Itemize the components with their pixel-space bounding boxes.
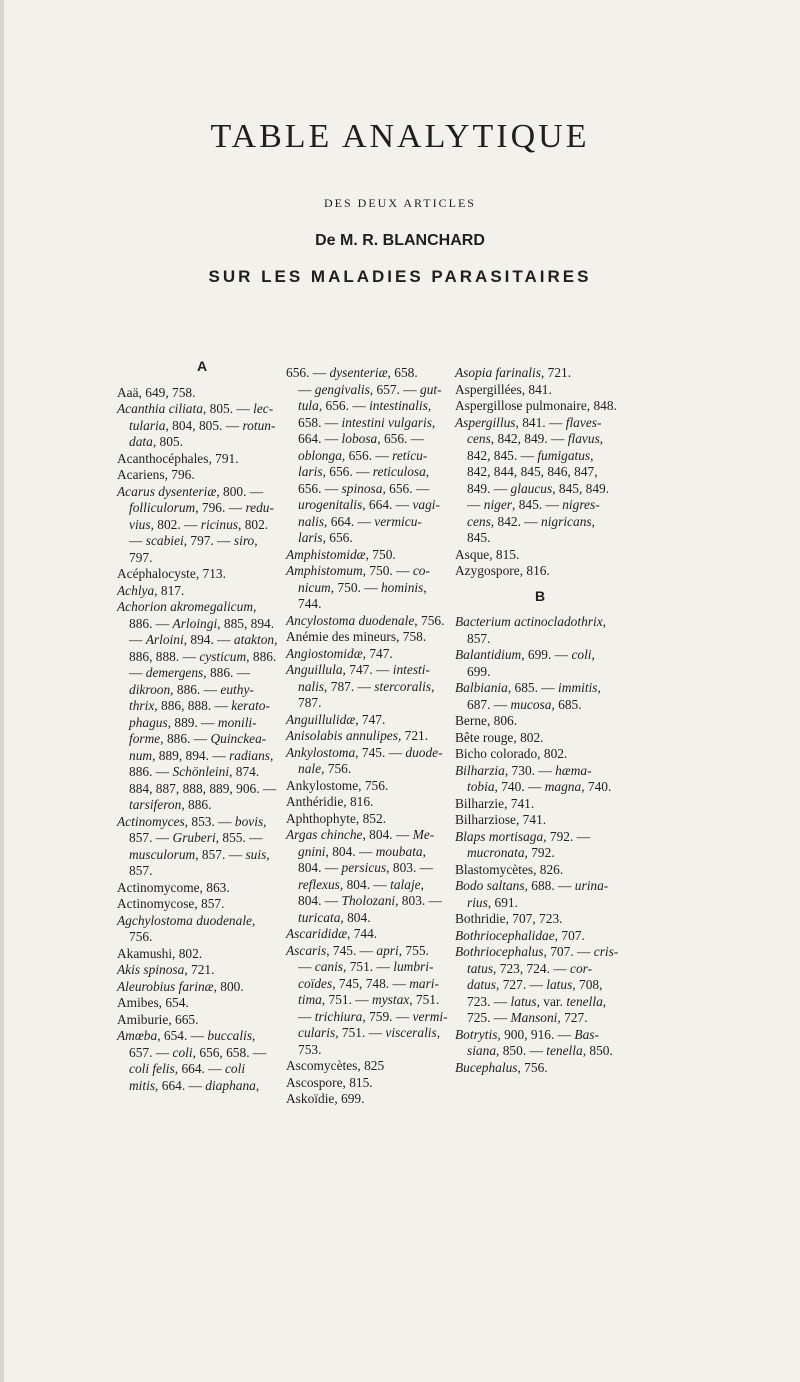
index-entry-line: forme, 886. — Quinckea- <box>129 731 267 746</box>
index-entry-line: Ancylostoma duodenale, 756. <box>286 612 445 628</box>
index-entry-line: Amibes, 654. <box>117 995 189 1010</box>
index-entry-line: tularia, 804, 805. — rotun- <box>129 417 276 433</box>
index-entry-line: Bilharziose, 741. <box>455 812 547 827</box>
index-entry-line: Ankylostome, 756. <box>286 777 389 793</box>
index-entry-line: 886, 888. — cysticum, 886. <box>129 648 277 664</box>
index-entry-line: Amiburie, 665. <box>117 1011 199 1027</box>
index-entry-line: Bête rouge, 802. <box>455 729 544 745</box>
index-entry-line: Azygospore, 816. <box>455 563 550 578</box>
index-entry-line: — trichiura, 759. — vermi- <box>298 1008 448 1024</box>
index-entry-line: vius, 802. — ricinus, 802. <box>129 516 269 532</box>
index-entry-line: reflexus, 804. — talaje, <box>298 876 424 892</box>
index-entry-line: Aphthophyte, 852. <box>286 810 387 826</box>
index-entry-line: 857. <box>467 630 491 646</box>
index-entry-line: Acéphalocyste, 713. <box>117 566 226 581</box>
index-entry-line: — niger, 845. — nigres- <box>467 497 600 512</box>
index-entry-line: 664. — lobosa, 656. — <box>298 431 425 446</box>
index-entry-line: Amphistomidæ, 750. <box>286 546 396 562</box>
index-entry-line: Agchylostoma duodenale, <box>117 912 256 928</box>
index-entry-line: 886. — Schönleini, 874. <box>129 764 260 779</box>
index-entry-line: 744. <box>298 596 322 611</box>
index-entry-line: Balbiania, 685. — immitis, <box>455 680 601 695</box>
index-entry-line: 658. — intestini vulgaris, <box>298 414 436 430</box>
index-entry-line: — canis, 751. — lumbri- <box>298 959 434 974</box>
index-entry-line: Bothriocephalidae, 707. <box>455 927 585 943</box>
index-entry-line: dikroon, 886. — euthy- <box>129 681 254 697</box>
index-entry-line: nicum, 750. — hominis, <box>298 579 427 595</box>
index-entry-line: urogenitalis, 664. — vagi- <box>298 497 440 512</box>
index-entry-line: Acanthocéphales, 791. <box>117 450 239 466</box>
index-entry-line: 845. <box>467 530 491 545</box>
index-entry-line: Anguillula, 747. — intesti- <box>286 662 430 677</box>
index-entry-line: Asopia farinalis, 721. <box>455 365 572 380</box>
index-entry-line: 797. <box>129 549 153 565</box>
index-entry-line: Acarus dysenteriæ, 800. — <box>117 483 264 499</box>
page-subtitle: DES DEUX ARTICLES <box>324 196 476 210</box>
index-entry-line: 842, 845. — fumigatus, <box>467 447 594 463</box>
index-entry-line: Akis spinosa, 721. <box>117 962 215 977</box>
page-title: TABLE ANALYTIQUE <box>210 118 590 155</box>
index-entry-line: Achorion akromegalicum, <box>117 599 257 614</box>
index-entry-line: Actinomycose, 857. <box>117 896 225 911</box>
index-entry-line: coli felis, 664. — coli <box>129 1061 246 1076</box>
index-entry-line: datus, 727. — latus, 708, <box>467 977 603 992</box>
index-entry-line: tarsiferon, 886. <box>129 797 212 812</box>
index-entry-line: tobia, 740. — magna, 740. <box>467 779 612 794</box>
index-entry-line: thrix, 886, 888. — kerato- <box>129 698 270 713</box>
index-entry-line: — demergens, 886. — <box>129 665 251 680</box>
section-letter: A <box>196 358 208 374</box>
index-entry-line: 687. — mucosa, 685. <box>467 696 582 712</box>
index-entry-line: 753. <box>298 1041 322 1057</box>
index-entry-line: num, 889, 894. — radians, <box>129 747 274 763</box>
index-entry-line: Achlya, 817. <box>117 582 185 598</box>
index-entry-line: Balantidium, 699. — coli, <box>455 647 595 662</box>
index-entry-line: mitis, 664. — diaphana, <box>129 1077 260 1093</box>
index-entry-line: 756. <box>129 929 153 944</box>
index-entry-line: Ascarididæ, 744. <box>286 926 378 941</box>
index-entry-line: Bodo saltans, 688. — urina- <box>455 878 609 893</box>
index-entry-line: Argas chinche, 804. — Me- <box>286 827 435 842</box>
index-entry-line: Bothriocephalus, 707. — cris- <box>455 944 619 959</box>
index-entry-line: 699. <box>467 663 491 679</box>
index-entry-line: Aleurobius farinæ, 800. <box>117 978 244 994</box>
index-entry-line: Bilharzia, 730. — hæma- <box>455 762 592 778</box>
index-entry-line: Bacterium actinocladothrix, <box>455 614 606 629</box>
index-entry-line: nale, 756. <box>298 761 352 776</box>
index-column-3 <box>455 365 625 1076</box>
index-entry-line: Asque, 815. <box>455 546 520 562</box>
index-entry-line: Acanthia ciliata, 805. — lec- <box>117 401 274 416</box>
index-entry-line: Ascaris, 745. — apri, 755. <box>286 942 429 958</box>
index-entry-line: nalis, 664. — vermicu- <box>298 513 422 529</box>
index-entry-line: data, 805. <box>129 434 183 449</box>
index-entry-line: mucronata, 792. <box>467 845 555 860</box>
index-entry-line: Angiostomidæ, 747. <box>286 645 393 661</box>
index-entry-line: Anémie des mineurs, 758. <box>286 629 427 644</box>
index-entry-line: Ascomycètes, 825 <box>286 1058 385 1073</box>
index-entry-line: 804. — Tholozani, 803. — <box>298 893 442 908</box>
index-entry-line: folliculorum, 796. — redu- <box>129 500 274 515</box>
index-entry-line: Amœba, 654. — buccalis, <box>117 1028 256 1043</box>
index-entry-line: 656. — spinosa, 656. — <box>298 480 430 496</box>
index-entry-line: 656. — dysenteriæ, 658. <box>286 365 418 380</box>
index-entry-line: phagus, 889. — monili- <box>129 714 257 730</box>
index-entry-line: Blastomycètes, 826. <box>455 861 564 877</box>
index-entry-line: 842, 844, 845, 846, 847, <box>467 464 598 479</box>
index-entry-line: Amphistomum, 750. — co- <box>286 563 430 578</box>
index-entry-line: Ankylostoma, 745. — duode- <box>286 744 443 760</box>
index-entry-line: — scabiei, 797. — siro, <box>129 533 258 548</box>
index-entry-line: 787. <box>298 695 322 710</box>
index-entry-line: laris, 656. — reticulosa, <box>298 464 430 479</box>
index-entry-line: Aspergillose pulmonaire, 848. <box>455 398 617 413</box>
index-entry-line: oblonga, 656. — reticu- <box>298 447 428 463</box>
index-entry-line: Actinomyces, 853. — bovis, <box>117 813 267 829</box>
index-entry-line: tatus, 723, 724. — cor- <box>467 960 593 976</box>
index-entry-line: cularis, 751. — visceralis, <box>298 1025 441 1040</box>
index-entry-line: tima, 751. — mystax, 751. <box>298 992 440 1007</box>
index-entry-line: coïdes, 745, 748. — mari- <box>298 975 439 991</box>
index-entry-line: Anisolabis annulipes, 721. <box>286 728 429 743</box>
index-entry-line: Acariens, 796. <box>117 467 195 482</box>
index-entry-line: 849. — glaucus, 845, 849. <box>467 480 610 496</box>
index-entry-line: Bothridie, 707, 723. <box>455 911 563 926</box>
index-entry-line: Ascospore, 815. <box>286 1074 373 1090</box>
index-entry-line: turicata, 804. <box>298 909 371 925</box>
index-entry-line: — Arloini, 894. — atakton, <box>129 632 278 647</box>
index-entry-line: tula, 656. — intestinalis, <box>298 398 432 413</box>
section-letter: B <box>534 587 546 604</box>
index-entry-line: 857. — Gruberi, 855. — <box>129 830 263 845</box>
index-entry-line: Blaps mortisaga, 792. — <box>455 828 591 844</box>
author-line: De M. R. BLANCHARD <box>315 232 485 249</box>
index-entry-line: laris, 656. <box>298 530 353 545</box>
index-entry-line: 725. — Mansoni, 727. <box>467 1010 588 1025</box>
index-entry-line: 657. — coli, 656, 658. — <box>129 1044 267 1060</box>
index-entry-line: nalis, 787. — stercoralis, <box>298 678 435 694</box>
index-entry-line: cens, 842. — nigricans, <box>467 513 595 529</box>
index-entry-line: Askoïdie, 699. <box>286 1091 365 1106</box>
index-column-1 <box>117 358 287 1094</box>
index-entry-line: Actinomycome, 863. <box>117 879 230 895</box>
index-entry-line: 857. <box>129 863 153 878</box>
index-entry-line: Botrytis, 900, 916. — Bas- <box>455 1026 599 1042</box>
index-entry-line: 886. — Arloingi, 885, 894. <box>129 615 275 631</box>
index-entry-line: Akamushi, 802. <box>117 945 203 961</box>
index-entry-line: Bucephalus, 756. <box>455 1059 548 1075</box>
index-entry-line: Aspergillées, 841. <box>455 381 552 397</box>
index-entry-line: Anguillulidæ, 747. <box>286 711 386 727</box>
index-entry-line: musculorum, 857. — suis, <box>129 846 270 862</box>
subject-line: SUR LES MALADIES PARASITAIRES <box>208 267 592 286</box>
index-entry-line: Aaä, 649, 758. <box>117 384 196 400</box>
index-entry-line: Bilharzie, 741. <box>455 795 535 811</box>
index-entry-line: rius, 691. <box>467 894 518 910</box>
index-column-2 <box>286 365 456 1108</box>
index-entry-line: gnini, 804. — moubata, <box>298 843 426 859</box>
index-entry-line: siana, 850. — tenella, 850. <box>467 1043 613 1058</box>
index-entry-line: 804. — persicus, 803. — <box>298 860 434 875</box>
index-entry-line: cens, 842, 849. — flavus, <box>467 431 604 446</box>
index-entry-line: 884, 887, 888, 889, 906. — <box>129 780 277 796</box>
index-entry-line: Bicho colorado, 802. <box>455 746 568 761</box>
index-entry-line: 723. — latus, var. tenella, <box>467 993 607 1009</box>
index-entry-line: Anthéridie, 816. <box>286 794 374 809</box>
index-entry-line: Berne, 806. <box>455 713 518 728</box>
index-entry-line: Aspergillus, 841. — flaves- <box>455 414 602 430</box>
index-entry-line: — gengivalis, 657. — gut- <box>298 381 442 397</box>
